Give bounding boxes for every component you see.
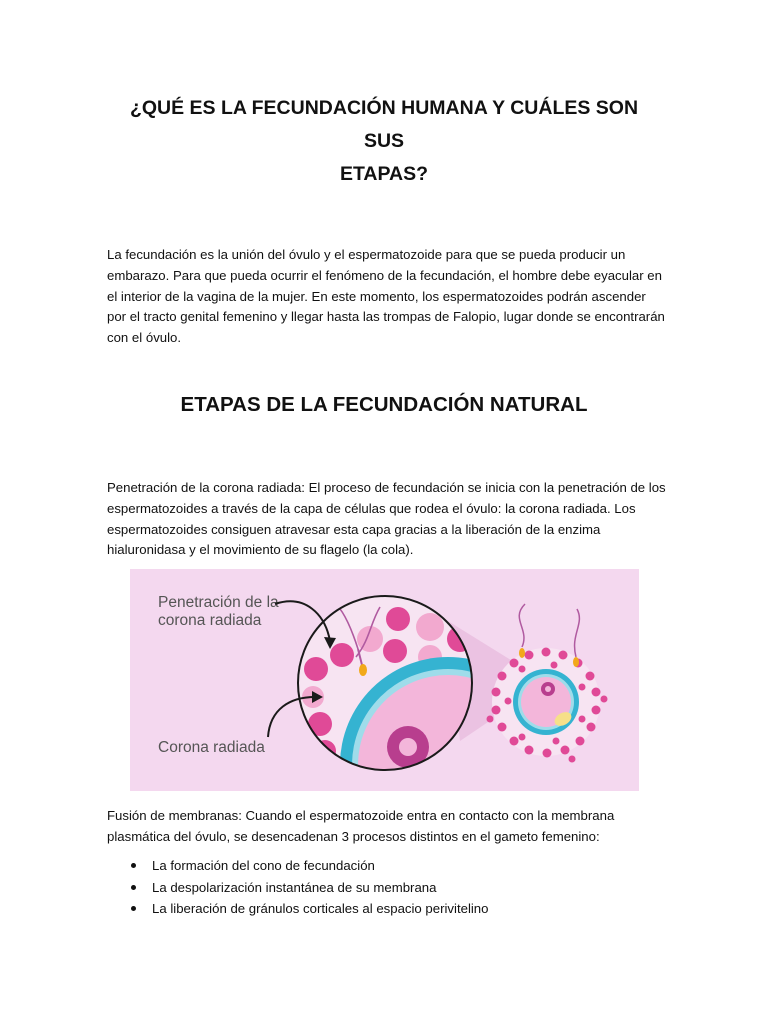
bullet-icon [131, 885, 136, 890]
list-item [107, 877, 667, 899]
page-title [110, 92, 658, 191]
bullet-text: La despolarización instantánea de su membrana [152, 879, 437, 895]
stage1-paragraph: Penetración de la corona radiada: El proceso de fecundación se inicia con la penetración de los espermatozoides a través de la capa de células que rodea el óvulo: la corona radiada. Los espermatozoides consiguen atravesar esta capa gracias a la liberación de la enzima hialuronidasa y el movimiento de su flagelo (la cola). [107, 480, 666, 558]
list-item [107, 898, 667, 920]
stage2-bullet-list [107, 855, 667, 920]
fertilization-illustration [130, 569, 639, 791]
label-penetracion-line1: Penetración de la [158, 594, 279, 611]
label-penetracion-line2: corona radiada [158, 612, 262, 629]
small-egg [487, 604, 608, 763]
list-item [107, 855, 667, 877]
intro-paragraph: La fecundación es la unión del óvulo y el espermatozoide para que se pueda producir un embarazo. Para que pueda ocurrir el fenómeno de la fecundación, el hombre debe eyacular en el interior de la vagina de la mujer. En este momento, los espermatozoides podrán ascender por el tracto genital femenino y llegar hasta las trompas de Falopio, lugar donde se encontrarán con el óvulo. [107, 247, 665, 346]
bullet-icon [131, 906, 136, 911]
section-heading: ETAPAS DE LA FECUNDACIÓN NATURAL [180, 393, 588, 416]
bullet-text: La liberación de gránulos corticales al espacio perivitelino [152, 901, 489, 916]
label-corona-radiada: Corona radiada [158, 739, 265, 756]
title-line-1: ¿QUÉ ES LA FECUNDACIÓN HUMANA Y CUÁLES SON SUS [129, 97, 639, 152]
title-line-2: ETAPAS? [339, 163, 429, 185]
illustration-svg [130, 569, 639, 791]
stage2-paragraph: Fusión de membranas: Cuando el espermatozoide entra en contacto con la membrana plasmática del óvulo, se desencadenan 3 procesos distintos en el gameto femenino: [107, 808, 615, 844]
bullet-text: La formación del cono de fecundación [152, 858, 375, 873]
bullet-icon [131, 863, 136, 868]
